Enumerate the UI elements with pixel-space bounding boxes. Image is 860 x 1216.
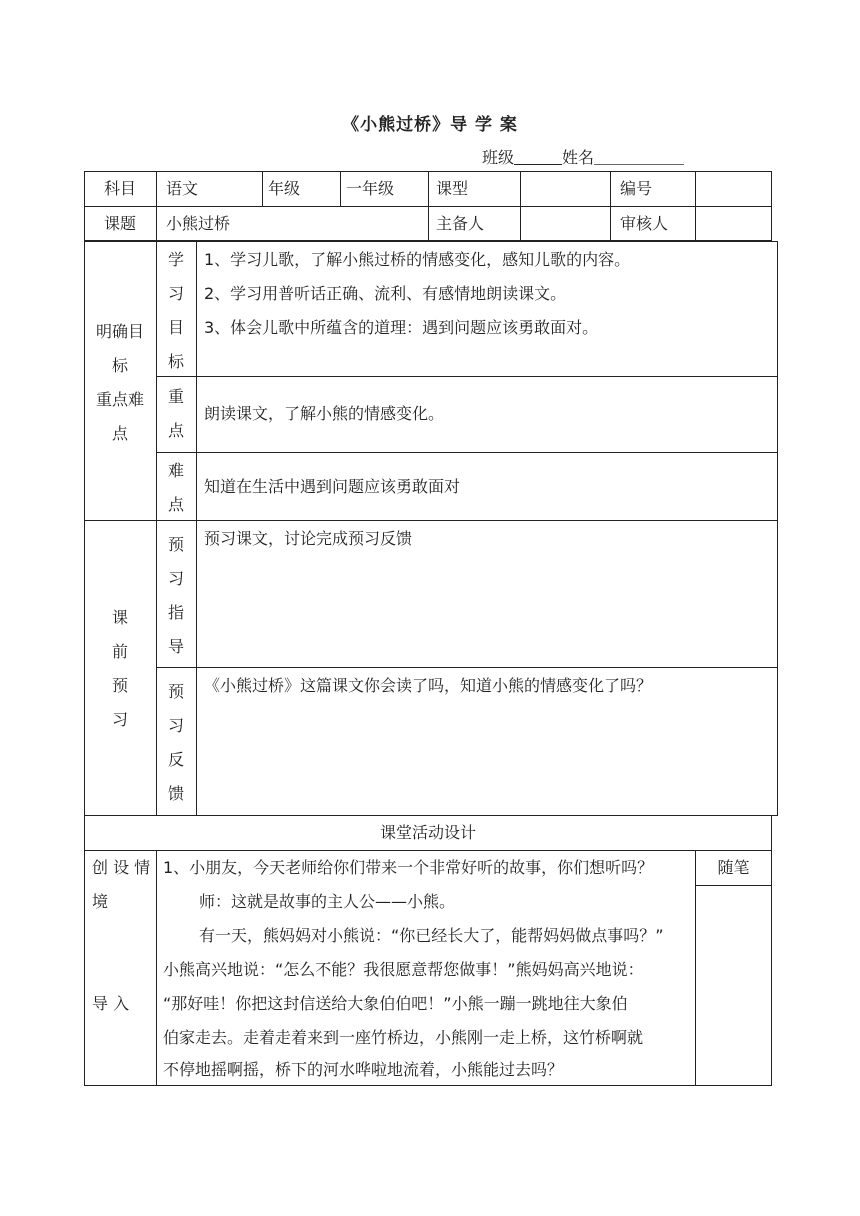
goal-1: 1、学习儿歌，了解小熊过桥的情感变化，感知儿歌的内容。 [204, 250, 631, 269]
grade-label: 年级 [268, 179, 301, 198]
preview-feedback-label: 预习反馈 [167, 682, 184, 803]
topic-value: 小熊过桥 [166, 214, 231, 233]
activity-left-label-line2: 境 [92, 892, 109, 911]
class-label: 班级 [482, 148, 515, 167]
activity-left-label-line1: 创 设 情 [92, 858, 151, 877]
activity-line-2: 师：这就是故事的主人公——小熊。 [199, 892, 456, 911]
subject-label: 科目 [103, 179, 136, 198]
preparer-label: 主备人 [436, 214, 485, 233]
activity-line-1: 1、小朋友，今天老师给你们带来一个非常好听的故事，你们想听吗？ [163, 858, 654, 877]
reviewer-label: 审核人 [620, 214, 669, 233]
learning-goals-label: 学习目标 [167, 250, 184, 371]
number-label: 编号 [620, 179, 653, 198]
goals-section-label-line2: 标 [111, 356, 128, 375]
activity-line-3: 有一天，熊妈妈对小熊说：“你已经长大了，能帮妈妈做点事吗？” [199, 926, 664, 945]
goals-section-label-line3: 重点难 [95, 390, 144, 409]
page-title: 《小熊过桥》导 学 案 [342, 115, 518, 135]
goals-section-label-line4: 点 [111, 424, 128, 443]
class-blank [514, 148, 562, 165]
name-label: 姓名 [562, 148, 595, 167]
difficulty-text: 知道在生活中遇到问题应该勇敢面对 [204, 477, 461, 496]
grade-value: 一年级 [346, 179, 395, 198]
activity-line-6: 伯家走去。走着走着来到一座竹桥边，小熊刚一走上桥，这竹桥啊就 [163, 1028, 644, 1047]
activity-line-4: 小熊高兴地说：“怎么不能？我很愿意帮您做事！”熊妈妈高兴地说： [163, 960, 644, 979]
topic-label: 课题 [103, 214, 136, 233]
activity-line-7: 不停地摇啊摇，桥下的河水哗啦地流着，小熊能过去吗？ [163, 1060, 564, 1079]
activity-left-label-line3: 导 入 [92, 994, 130, 1013]
goal-3: 3、体会儿歌中所蕴含的道理：遇到问题应该勇敢面对。 [204, 318, 599, 337]
subject-value: 语文 [166, 179, 199, 198]
preview-guide-label: 预习指导 [167, 535, 184, 656]
notes-label: 随笔 [717, 858, 750, 877]
difficulty-label: 难点 [167, 461, 184, 514]
preview-feedback-text: 《小熊过桥》这篇课文你会读了吗，知道小熊的情感变化了吗？ [204, 676, 653, 695]
activity-line-5: “那好哇！你把这封信送给大象伯伯吧！”小熊一蹦一跳地往大象伯 [163, 994, 628, 1013]
key-point-label: 重点 [167, 387, 184, 440]
goal-2: 2、学习用普听话正确、流利、有感情地朗读课文。 [204, 284, 567, 303]
name-blank [594, 148, 684, 165]
preview-guide-text: 预习课文，讨论完成预习反馈 [204, 529, 413, 548]
key-point-text: 朗读课文，了解小熊的情感变化。 [204, 404, 445, 423]
goals-section-label-line1: 明确目 [95, 322, 144, 341]
class-name-line [482, 145, 684, 168]
lesson-type-label: 课型 [436, 179, 469, 198]
activity-header: 课堂活动设计 [379, 823, 476, 842]
preview-section-label: 课前预习 [111, 608, 128, 729]
